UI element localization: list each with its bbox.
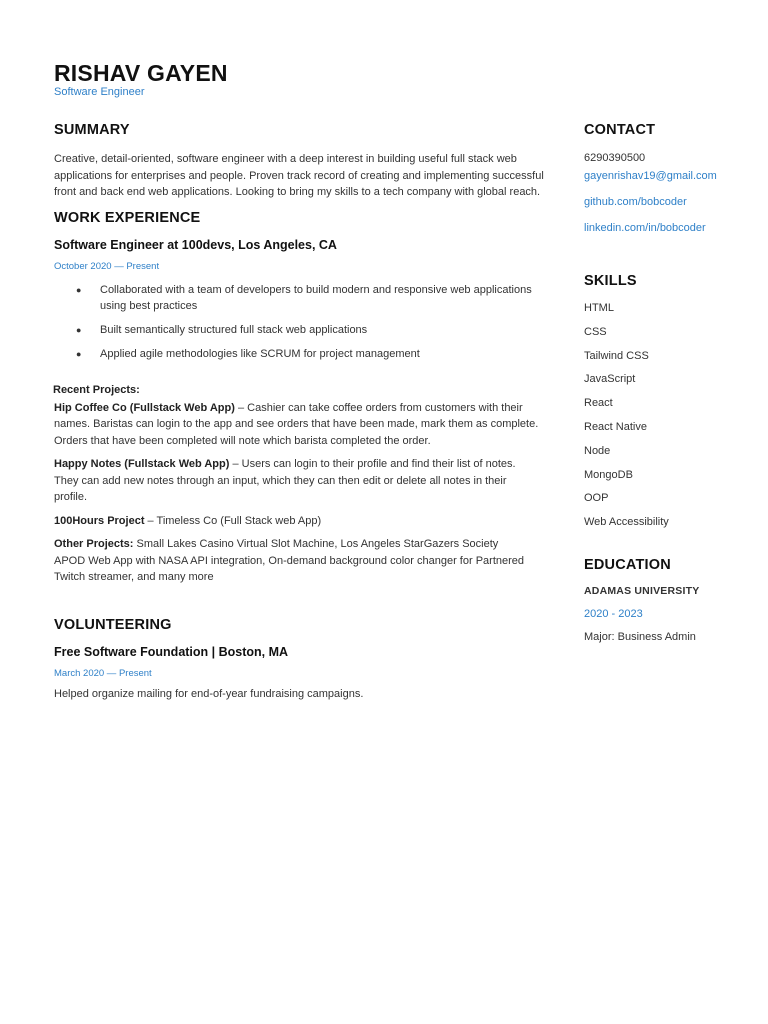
bullet-text: Collaborated with a team of developers to build modern and responsive web applications using best practices bbox=[100, 283, 532, 312]
job-title: Software Engineer at 100devs, Los Angeles, CA bbox=[54, 237, 337, 252]
side-column bbox=[584, 122, 754, 643]
candidate-role: Software Engineer bbox=[54, 86, 145, 98]
project-name: 100Hours Project bbox=[54, 514, 145, 527]
skills-list bbox=[584, 301, 754, 539]
education-years: 2020 - 2023 bbox=[584, 607, 643, 620]
summary-heading: SUMMARY bbox=[54, 122, 130, 138]
education-major: Major: Business Admin bbox=[584, 630, 696, 643]
contact-linkedin-link[interactable]: linkedin.com/in/bobcoder bbox=[584, 222, 706, 234]
list-item: OOP bbox=[584, 492, 609, 505]
skills-heading: SKILLS bbox=[584, 273, 637, 289]
volunteering-heading: VOLUNTEERING bbox=[54, 616, 172, 633]
list-item: React Native bbox=[584, 420, 647, 433]
list-item bbox=[54, 346, 556, 362]
list-item: MongoDB bbox=[584, 468, 633, 481]
bullet-icon: ● bbox=[76, 324, 82, 335]
list-item: Node bbox=[584, 444, 611, 457]
work-experience-heading: WORK EXPERIENCE bbox=[54, 209, 201, 226]
summary-text: Creative, detail-oriented, software engineer with a deep interest in building useful full stack web applications for enterprises and people. Proven track record of creating and implementing successful front and back end web applications. Looking to bring my skills to a tech company with global reach. bbox=[54, 153, 544, 198]
job-dates: October 2020 — Present bbox=[54, 260, 160, 272]
volunteer-org: Free Software Foundation | Boston, MA bbox=[54, 644, 289, 659]
project-name: Happy Notes (Fullstack Web App) bbox=[54, 458, 230, 470]
contact-github-link[interactable]: github.com/bobcoder bbox=[584, 196, 687, 208]
list-item: JavaScript bbox=[584, 373, 636, 386]
bullet-text: Applied agile methodologies like SCRUM for project management bbox=[100, 347, 420, 360]
list-item: CSS bbox=[584, 325, 607, 338]
contact-email-link[interactable]: gayenrishav19@gmail.com bbox=[584, 170, 717, 182]
project-item bbox=[54, 536, 530, 586]
list-item: React bbox=[584, 397, 613, 410]
project-desc: Timeless Co (Full Stack web App) bbox=[156, 514, 322, 527]
project-name: Hip Coffee Co (Fullstack Web App) bbox=[54, 401, 235, 414]
project-separator: – bbox=[234, 401, 248, 414]
project-desc: Cashier can take coffee orders from customers with their names. Baristas can login to the app and see orders that have been made, mark them as complete. Orders that have been completed will note which barista completed the order. bbox=[54, 401, 539, 447]
volunteer-dates: March 2020 — Present bbox=[54, 667, 152, 679]
project-item bbox=[54, 513, 556, 530]
project-name: Other Projects: bbox=[54, 538, 134, 550]
volunteer-text: Helped organize mailing for end-of-year fundraising campaigns. bbox=[54, 687, 364, 700]
education-heading: EDUCATION bbox=[584, 556, 671, 573]
candidate-name: RISHAV GAYEN bbox=[54, 60, 228, 86]
contact-phone: 6290390500 bbox=[584, 152, 646, 164]
list-item: HTML bbox=[584, 302, 614, 314]
recent-projects-label: Recent Projects: bbox=[53, 383, 140, 396]
main-column bbox=[54, 122, 556, 702]
job-bullets bbox=[54, 282, 556, 362]
list-item bbox=[54, 322, 556, 338]
bullet-icon: ● bbox=[76, 284, 82, 295]
bullet-icon: ● bbox=[76, 348, 82, 359]
project-item bbox=[54, 456, 530, 506]
list-item: Web Accessibility bbox=[584, 516, 669, 529]
project-desc: Small Lakes Casino Virtual Slot Machine, Los Angeles StarGazers Society APOD Web App with NASA API integration, On-demand background color changer for Partnered Twitch streamer, and many more bbox=[54, 538, 525, 583]
project-desc: Users can login to their profile and find their list of notes. They can add new notes through an input, which they can then edit or delete all notes in their profile. bbox=[54, 458, 516, 503]
list-item: Tailwind CSS bbox=[584, 349, 649, 362]
project-item bbox=[54, 400, 556, 450]
bullet-text: Built semantically structured full stack web applications bbox=[100, 323, 368, 336]
project-separator: – bbox=[144, 514, 157, 527]
list-item bbox=[54, 282, 556, 314]
education-school: ADAMAS UNIVERSITY bbox=[584, 584, 700, 597]
contact-heading: CONTACT bbox=[584, 122, 656, 138]
project-separator: – bbox=[229, 458, 242, 470]
